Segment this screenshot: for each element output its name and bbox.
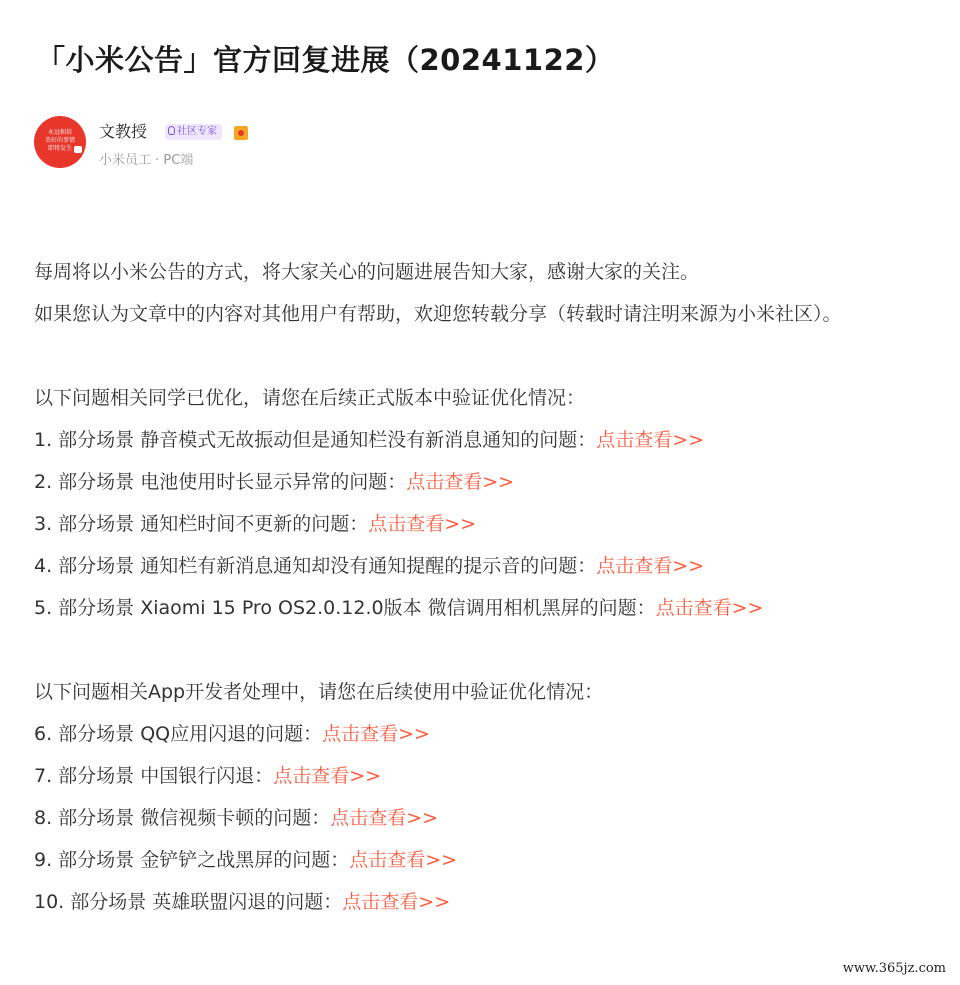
view-details-link[interactable]: 点击查看>>	[596, 555, 705, 577]
view-details-link[interactable]: 点击查看>>	[368, 513, 477, 535]
list-item-text: 10. 部分场景 英雄联盟闪退的问题：	[34, 891, 343, 913]
avatar[interactable]	[34, 116, 86, 168]
view-details-link[interactable]: 点击查看>>	[342, 891, 451, 913]
page-title: 「小米公告」官方回复进展（20241122）	[36, 43, 615, 77]
list-item-text: 6. 部分场景 QQ应用闪退的问题：	[34, 723, 323, 745]
expert-badge	[165, 124, 222, 140]
site-watermark: www.365jz.com	[837, 959, 952, 978]
list-item-text: 9. 部分场景 金铲铲之战黑屏的问题：	[34, 849, 350, 871]
section-heading: 以下问题相关App开发者处理中，请您在后续使用中验证优化情况：	[34, 681, 604, 703]
list-item	[34, 881, 934, 923]
list-item	[34, 587, 934, 629]
list-item	[34, 755, 934, 797]
section-divider	[34, 629, 934, 671]
author-meta: 小米员工 · PC端	[99, 153, 194, 168]
list-item-text: 5. 部分场景 Xiaomi 15 Pro OS2.0.12.0版本 微信调用相机黑屏的问题：	[34, 597, 656, 619]
list-item-text: 4. 部分场景 通知栏有新消息通知却没有通知提醒的提示音的问题：	[34, 555, 597, 577]
view-details-link[interactable]: 点击查看>>	[349, 849, 458, 871]
view-details-link[interactable]: 点击查看>>	[273, 765, 382, 787]
list-item-text: 8. 部分场景 微信视频卡顿的问题：	[34, 807, 331, 829]
avatar-text-line: 即将发生	[47, 145, 72, 152]
intro-line: 每周将以小米公告的方式，将大家关心的问题进展告知大家，感谢大家的关注。	[34, 261, 700, 283]
expert-badge-label: 社区专家	[177, 126, 217, 137]
list-item	[34, 713, 934, 755]
list-item	[34, 839, 934, 881]
list-item-text: 7. 部分场景 中国银行闪退：	[34, 765, 274, 787]
view-details-link[interactable]: 点击查看>>	[406, 471, 515, 493]
avatar-text-line: 美好的事情	[44, 137, 75, 144]
list-item	[34, 503, 934, 545]
view-details-link[interactable]: 点击查看>>	[596, 429, 705, 451]
medal-icon	[234, 126, 248, 140]
list-item-text: 1. 部分场景 静音模式无故振动但是通知栏没有新消息通知的问题：	[34, 429, 597, 451]
section-heading: 以下问题相关同学已优化，请您在后续正式版本中验证优化情况：	[34, 387, 586, 409]
expert-badge-icon	[168, 126, 175, 135]
list-item	[34, 545, 934, 587]
author-name[interactable]: 文教授	[99, 122, 148, 141]
view-details-link[interactable]: 点击查看>>	[330, 807, 439, 829]
intro-line: 如果您认为文章中的内容对其他用户有帮助，欢迎您转载分享（转载时请注明来源为小米社区）。	[34, 303, 842, 325]
list-item-text: 2. 部分场景 电池使用时长显示异常的问题：	[34, 471, 407, 493]
list-item	[34, 419, 934, 461]
view-details-link[interactable]: 点击查看>>	[655, 597, 764, 619]
mi-logo-icon	[74, 146, 82, 153]
list-item	[34, 797, 934, 839]
avatar-text-line: 永远相信	[47, 129, 72, 136]
list-item-text: 3. 部分场景 通知栏时间不更新的问题：	[34, 513, 369, 535]
list-item	[34, 461, 934, 503]
view-details-link[interactable]: 点击查看>>	[322, 723, 430, 745]
article-body	[34, 251, 934, 923]
